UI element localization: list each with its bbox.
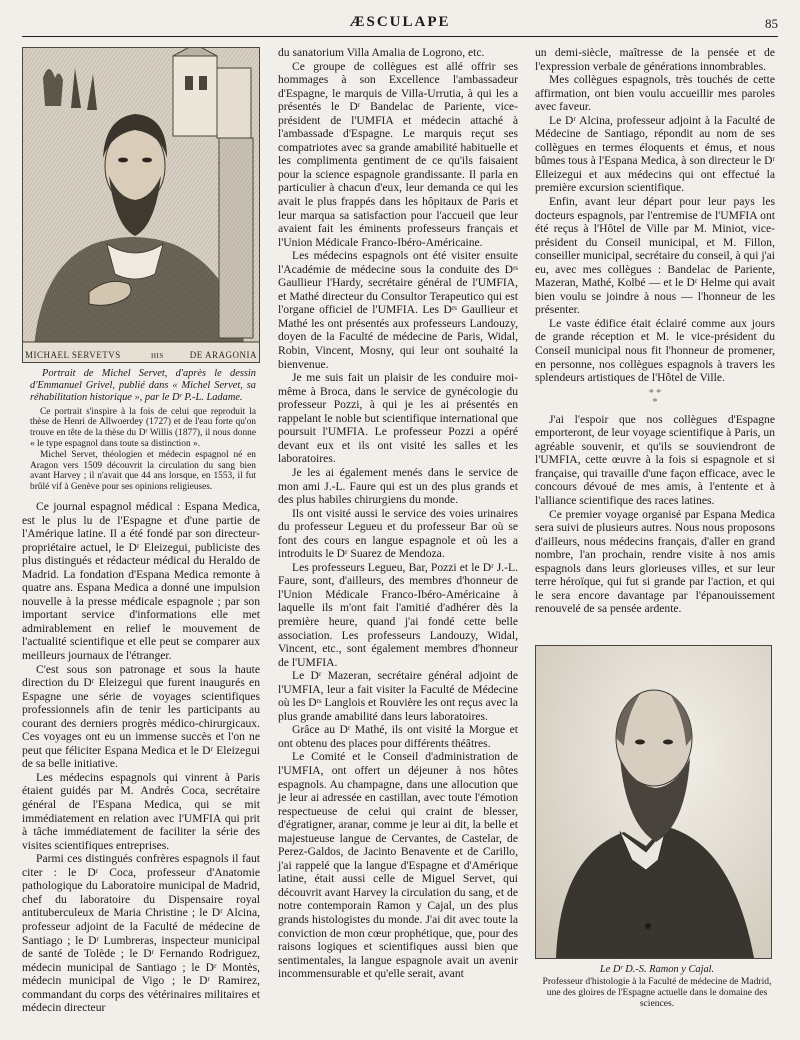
cajal-caption [541, 964, 773, 1009]
col3-paragraph-2: Mes collègues espagnols, très touchés de cette affirmation, ont bien voulu accueillir mes paroles avec faveur. [535, 73, 775, 114]
col2-paragraph-7: Les professeurs Legueu, Bar, Pozzi et le Dʳ J.-L. Faure, sont, d'ailleurs, des membres d'honneur de l'Union Médicale Franco-Ibéro-Américaine à laquelle ils m'ont fait l'amitié d'adhérer dès la première heure, quand j'ai fondé cette belle association. Les professeurs Landouzy, Widal, Vincent, etc., sont également membres d'honneur de l'UMFIA. [278, 560, 518, 669]
page-number: 85 [765, 16, 778, 31]
servet-caption-note-1: Ce portrait s'inspire à la fois de celui que reproduit la thèse de Henri de Allwoerdey (1727) et de l'eau forte qu'on trouve en tête de la thèse du Dʳ Willis (1877), il nous donne « le type espagnol dans toute sa distinction ». [30, 406, 256, 449]
col3-paragraph-4: Enfin, avant leur départ pour leur pays les docteurs espagnols, par l'entremise de l'UMFIA ont été reçus à l'Hôtel de Ville par M. Miniot, vice-président du Conseil municipal, et M. Fillon, conseiller municipal, secrétaire du conseil, à qui j'ai eu, avec mes collègues : Bandelac de Pariente, Mazeran, Mathé, Kolbé — et le Dʳ Helme qui avait bien voulu se joindre à nous — l'honneur de les présenter. [535, 195, 775, 317]
col2-paragraph-9: Grâce au Dʳ Mathé, ils ont visité la Morgue et ont obtenu des places pour différents théâtres. [278, 723, 518, 750]
cajal-photograph [535, 645, 772, 959]
journal-title: ÆSCULAPE [349, 14, 451, 30]
col1-paragraph-4: Parmi ces distingués confrères espagnols il faut citer : le Dʳ Coca, professeur d'Anatomie pathologique du Laboratoire municipal de Madrid, chef du laboratoire du Dispensaire royal antituberculeux de Maria Christine ; le Dʳ Alcina, professeur adjoint de la Faculté de médecine de Santiago ; le Dʳ Lumbreras, inspecteur municipal de santé de Tolède ; le Dʳ Fernando Rodriguez, médecin municipal de Santiago ; le Dʳ Montès, médecin municipal de Vigo ; le Dʳ Ramirez, commandant du corps des vétérinaires militaires et médecin directeur [22, 852, 260, 1015]
col3-paragraph-3: Le Dʳ Alcina, professeur adjoint à la Faculté de Médecine de Santiago, répondit au nom de ses collègues en termes éloquents et émus, et nous bûmes tous à l'Espana Medica, à son directeur le Dʳ Elleizegui et aux médecins qui ont effectué la première excursion scientifique. [535, 113, 775, 195]
plate-inscription-left: MICHAEL SERVETVS [25, 350, 121, 360]
col1-paragraph-3: Les médecins espagnols qui vinrent à Paris étaient guidés par M. Andrés Coca, secrétaire général de l'Espana Medica, qui se mit immédiatement en relation avec l'UMFIA qui prit à tâche immédiatement de faciliter la série des visites scientifiques entreprises. [22, 770, 260, 852]
col3-paragraph-1: un demi-siècle, maîtresse de la pensée et de l'expression verbale de générations innombrables. [535, 46, 775, 73]
col2-paragraph-3: Les médecins espagnols ont été visiter ensuite l'Académie de médecine sous la conduite des Dʳˢ Gaullieur l'Hardy, secrétaire général de l'UMFIA, et Mathé directeur du Consultor Terapeutico qui est l'organe officiel de l'UMFIA. Les Dʳˢ Gaullieur et Mathé les ont présentés aux professeurs Landouzy, doyen de la Faculté de médecine de Paris, Widal, Robin, Vincent, Mosny, qui leur ont souhaité la bienvenue. [278, 249, 518, 371]
cajal-caption-name: Le Dʳ D.-S. Ramon y Cajal. [599, 964, 715, 975]
col2-paragraph-1: du sanatorium Villa Amalia de Logrono, etc. [278, 46, 485, 59]
servet-caption-note-2: Michel Servet, théologien et médecin espagnol né en Aragon vers 1509 découvrit la circulation du sang bien avant Harvey ; il n'avait que 44 ans lorsque, en 1553, il fut brûlé vif à Genève pour ses opinions religieuses. [30, 449, 256, 493]
section-asterism: * * * [648, 387, 662, 408]
col2-paragraph-5: Je les ai également menés dans le service de mon ami J.-L. Faure qui est un des plus grands et des plus habiles chirurgiens du monde. [278, 465, 518, 507]
column-1 [22, 500, 260, 1015]
plate-inscription-mid: HIS [151, 352, 164, 360]
col2-paragraph-6: Ils ont visité aussi le service des voies urinaires du professeur Legueu et du professeur Bar où se font des cours en langue espagnole et où les a introduits le Dʳ Suarez de Mendoza. [278, 506, 518, 561]
servet-portrait-image [22, 47, 260, 363]
running-head [22, 14, 778, 36]
plate-inscription-right: DE ARAGONIA [189, 350, 257, 360]
col2-paragraph-10: Le Comité et le Conseil d'administration de l'UMFIA, ont offert un déjeuner à nos hôtes espagnols. Au champagne, dans une allocution que je leur ai adressée en castillan, avec toute l'émotion respectueuse de celui qui craint de blesser, d'égratigner, aranar, comme je leur ai dit, la belle et majestueuse langue de Cervantes, de Castelar, de Perez-Galdos, de Jacinto Benavente et de Carillo, j'ai rappelé que la langue d'Espagne et d'Amérique latine, était aussi celle de Miguel Servet, qui découvrit avant Harvey la circulation du sang, et de notre contemporain Ramon y Cajal, un des plus grands histologistes du monde. J'ai dit avec toute la conviction de mon cœur prophétique, que, pour des raisons logiques et scientifiques aussi bien que sentimentales, la langue espagnole avait un avenir incommensurable et qu'elle serait, avant [278, 750, 518, 981]
col3-paragraph-7: Ce premier voyage organisé par Espana Medica sera suivi de plusieurs autres. Nous nous proposons d'ailleurs, nous médecins français, d'aller en grand nombre, l'an prochain, rendre visite à nos amis espagnols dans leurs glorieuses villes, et sur leur terre héroïque, qui fut si grande par l'action, et qui le sera encore davantage par l'épanouissement renouvelé de sa pensée ardente. [535, 507, 775, 616]
col2-paragraph-4: Je me suis fait un plaisir de les conduire moi-même à Broca, dans le service de gynécologie du professeur Pozzi, à qui je les ai présentés en rappelant le noble but scientifique international que poursuit l'UMFIA. Le professeur Pozzi a opéré devant eux et ils ont visité les salles et les laboratoires. [278, 371, 518, 466]
col3-paragraph-5: Le vaste édifice était éclairé comme aux jours de grande réception et M. le vice-président du Conseil municipal nous fit l'honneur de promener, en personne, nos collègues espagnols à travers les splendeurs artistiques de l'Hôtel de Ville. [535, 316, 775, 385]
column-2 [278, 46, 518, 981]
servet-caption [30, 368, 256, 493]
header-rule [22, 36, 778, 37]
col1-paragraph-1: Ce journal espagnol médical : Espana Medica, est le plus lu de l'Espagne et d'une partie de l'Amérique latine. Il a été fondé par son directeur-propriétaire actuel, le Dʳ Eleizegui, publiciste des plus distingués et rédacteur médical du Heraldo de Madrid. La fondation d'Espana Medica remonte à quatre ans. Espana Medica a donné une impulsion nouvelle à la presse médicale espagnole ; par son important service d'informations elle met admirablement en relief le mouvement de l'actualité scientifique et elle peut se comparer aux meilleurs journaux de l'étranger. [22, 500, 260, 663]
column-3 [535, 46, 775, 616]
servet-caption-main: Portrait de Michel Servet, d'après le dessin d'Emmanuel Grivel, publié dans « Michel Servet, sa réhabilitation historique », par le Dʳ P.-L. Ladame. [30, 368, 256, 404]
cajal-caption-text: Professeur d'histologie à la Faculté de médecine de Madrid, une des gloires de l'Espagne actuelle dans le domaine des sciences. [542, 976, 772, 1009]
cajal-portrait-icon [536, 646, 771, 958]
col3-paragraph-6: J'ai l'espoir que nos collègues d'Espagne emporteront, de leur voyage scientifique à Paris, un agréable souvenir, et qu'ils se souviendront de l'UMFIA, cette œuvre à la fois si espagnole et si française, qui travaille d'une façon efficace, avec le concours dévoué de mes amis, à l'entente et à l'alliance scientifique des races latines. [535, 412, 775, 507]
servet-engraving-icon [23, 48, 259, 362]
col1-paragraph-2: C'est sous son patronage et sous la haute direction du Dʳ Eleizegui que furent inaugurés en Espagne une série de voyages scientifiques professionnels afin de tenir les participants au courant des derniers progrès médico-chirurgicaux. Ces voyages ont eu un immense succès et l'on ne peut que féliciter Espana Medica et le Dʳ Eleizegui de sa belle initiative. [22, 662, 260, 771]
col2-paragraph-2: Ce groupe de collègues est allé offrir ses hommages à son Excellence l'ambassadeur d'Espagne, le marquis de Villa-Urrutia, à qui les a présentés le Dʳ Bandelac de Pariente, vice-président de l'UMFIA et médecin attaché à l'ambassade d'Espagne. Le marquis reçut ses compatriotes avec sa grande amabilité habituelle et les complimenta gentiment de ce qu'ils faisaient pour la science espagnole grandissante. Il parla en particulier à chacun d'eux, leur demanda ce qui les avait le plus frappés dans les hôpitaux de Paris et leur marqua sa satisfaction pour l'accueil que leur avaient fait les éminents professeurs français et l'Union Médicale Franco-Ibéro-Américaine. [278, 59, 518, 249]
col2-paragraph-8: Le Dʳ Mazeran, secrétaire général adjoint de l'UMFIA, leur a fait visiter la Faculté de Médecine où les Dʳˢ Langlois et Rouvière les ont reçus avec la plus grande amabilité dans leurs laboratoires. [278, 669, 519, 723]
